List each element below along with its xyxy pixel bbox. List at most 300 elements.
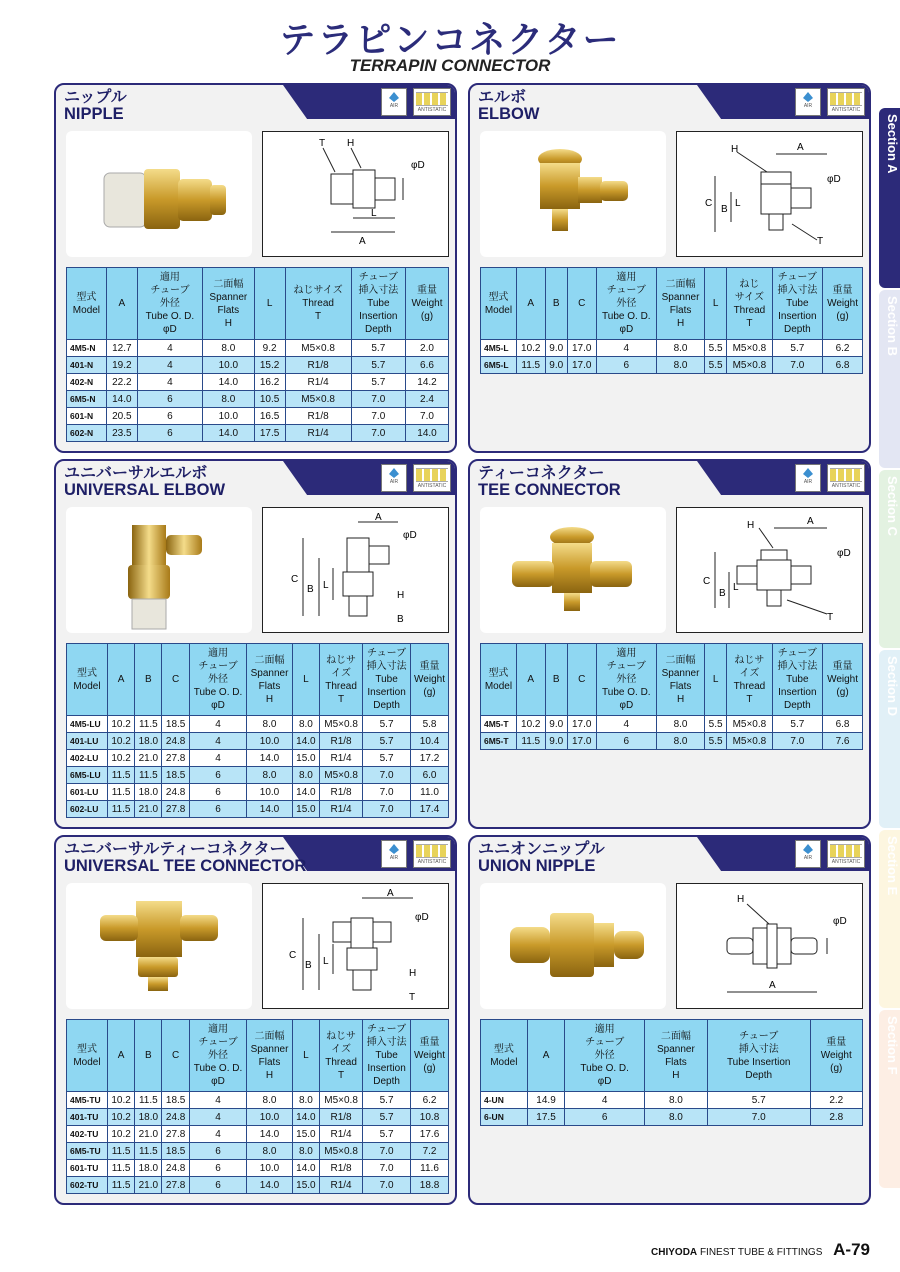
column-header: A xyxy=(516,268,545,340)
dim-d: φD xyxy=(833,916,847,927)
table-cell: 21.0 xyxy=(135,1126,162,1143)
universal-tee-photo-icon xyxy=(66,883,252,1009)
table-cell: 7.0 xyxy=(351,391,405,408)
table-row xyxy=(67,357,449,374)
product-title xyxy=(64,89,127,123)
product-photo xyxy=(66,883,252,1009)
column-header: チューブ 挿入寸法 Tube Insertion Depth xyxy=(707,1020,810,1092)
dim-h: H xyxy=(409,968,417,979)
column-header: 適用 チューブ 外径 Tube O. D. φD xyxy=(137,268,202,340)
table-cell: 11.5 xyxy=(135,767,162,784)
column-header: B xyxy=(135,1020,162,1092)
table-cell: 14.9 xyxy=(527,1092,565,1109)
table-cell: 14.2 xyxy=(406,374,449,391)
table-cell: 14.0 xyxy=(292,1109,319,1126)
table-header-row xyxy=(481,644,863,716)
page-title-en: TERRAPIN CONNECTOR xyxy=(349,56,551,75)
table-cell: 8.0 xyxy=(644,1092,707,1109)
title-jp: ティーコネクター xyxy=(478,465,605,482)
antistatic-icon xyxy=(830,468,862,482)
dimension-drawing xyxy=(676,507,863,633)
dim-l: L xyxy=(323,956,329,967)
table-cell: 7.6 xyxy=(823,733,863,750)
universal-tee-drawing-icon xyxy=(263,884,450,1010)
table-cell: 6.2 xyxy=(823,340,863,357)
section-tab-label: Section E xyxy=(885,836,900,896)
dim-t: T xyxy=(817,236,824,247)
tee-drawing-icon xyxy=(677,508,864,634)
column-header: A xyxy=(527,1020,565,1092)
table-cell: 16.2 xyxy=(254,374,285,391)
table-cell: 7.0 xyxy=(351,408,405,425)
section-tab-a[interactable] xyxy=(879,108,900,288)
model-cell: 6M5-LU xyxy=(67,767,108,784)
section-tab-b[interactable] xyxy=(879,290,900,468)
column-header: 型式 Model xyxy=(67,644,108,716)
table-cell: 17.0 xyxy=(567,716,596,733)
dimension-drawing xyxy=(262,131,449,257)
column-header: 重量 Weight (g) xyxy=(411,1020,449,1092)
footer-tagline: FINEST TUBE & FITTINGS xyxy=(699,1247,823,1258)
table-cell: 17.0 xyxy=(567,357,596,374)
dim-a: A xyxy=(769,980,776,991)
model-cell: 401-TU xyxy=(67,1109,108,1126)
title-en: TEE CONNECTOR xyxy=(478,481,621,499)
column-header: 二面幅 Spanner Flats H xyxy=(247,1020,293,1092)
model-cell: 6M5-N xyxy=(67,391,107,408)
table-cell: 17.0 xyxy=(567,340,596,357)
table-cell: 6.6 xyxy=(406,357,449,374)
spec-table xyxy=(480,267,863,374)
table-cell: 8.0 xyxy=(292,1092,319,1109)
dim-d: φD xyxy=(415,912,429,923)
model-cell: 4M5-TU xyxy=(67,1092,108,1109)
column-header: L xyxy=(705,268,727,340)
panel-header xyxy=(470,461,869,499)
table-cell: 18.0 xyxy=(135,733,162,750)
table-cell: 10.2 xyxy=(107,733,134,750)
column-header: 二面幅 Spanner Flats H xyxy=(203,268,255,340)
column-header: L xyxy=(705,644,727,716)
column-header: 適用 チューブ 外径 Tube O. D. φD xyxy=(596,268,657,340)
table-cell: 18.0 xyxy=(135,1109,162,1126)
panel-header xyxy=(56,461,455,499)
table-cell: 11.5 xyxy=(107,1143,134,1160)
table-cell: M5×0.8 xyxy=(727,716,772,733)
table-cell: 5.7 xyxy=(363,1109,411,1126)
elbow-panel xyxy=(468,83,871,453)
table-row xyxy=(481,1109,863,1126)
table-cell: 18.5 xyxy=(162,767,189,784)
column-header: 重量 Weight (g) xyxy=(406,268,449,340)
table-row xyxy=(67,733,449,750)
elbow-drawing-icon xyxy=(677,132,864,258)
table-cell: 10.2 xyxy=(516,716,545,733)
table-cell: 21.0 xyxy=(135,1177,162,1194)
section-tab-d[interactable] xyxy=(879,650,900,828)
table-cell: 18.8 xyxy=(411,1177,449,1194)
table-cell: 18.5 xyxy=(162,1092,189,1109)
table-cell: 15.0 xyxy=(292,1126,319,1143)
table-cell: 11.5 xyxy=(107,1177,134,1194)
table-cell: 5.7 xyxy=(351,374,405,391)
model-cell: 401-N xyxy=(67,357,107,374)
column-header: チューブ 挿入寸法 Tube Insertion Depth xyxy=(363,1020,411,1092)
table-cell: M5×0.8 xyxy=(285,340,351,357)
table-cell: 10.0 xyxy=(247,1160,293,1177)
section-tab-label: Section D xyxy=(885,656,900,716)
column-header: 適用 チューブ 外径 Tube O. D. φD xyxy=(189,1020,246,1092)
column-header: B xyxy=(545,268,567,340)
dimension-drawing xyxy=(262,507,449,633)
column-header: チューブ 挿入寸法 Tube Insertion Depth xyxy=(363,644,411,716)
table-cell: 8.0 xyxy=(247,767,293,784)
dim-h: H xyxy=(347,138,355,149)
table-row xyxy=(67,1143,449,1160)
dim-t: T xyxy=(319,138,326,149)
dim-l: L xyxy=(735,198,741,209)
table-cell: 10.4 xyxy=(411,733,449,750)
table-cell: 8.0 xyxy=(203,391,255,408)
badge-label: ANTISTATIC xyxy=(417,483,447,489)
title-jp: ニップル xyxy=(64,89,127,106)
air-icon xyxy=(389,468,399,478)
column-header: 重量 Weight (g) xyxy=(810,1020,862,1092)
table-cell: 5.5 xyxy=(705,357,727,374)
dim-b: B xyxy=(305,960,312,971)
column-header: A xyxy=(107,644,134,716)
section-tab-c[interactable] xyxy=(879,470,900,648)
table-cell: 5.5 xyxy=(705,733,727,750)
table-cell: 2.0 xyxy=(406,340,449,357)
antistatic-icon xyxy=(830,844,862,858)
column-header: チューブ 挿入寸法 Tube Insertion Depth xyxy=(772,644,823,716)
column-header: C xyxy=(162,1020,189,1092)
table-cell: R1/8 xyxy=(320,733,363,750)
table-cell: 2.8 xyxy=(810,1109,862,1126)
table-cell: 5.7 xyxy=(351,340,405,357)
table-cell: 4 xyxy=(189,1092,246,1109)
title-jp: エルボ xyxy=(478,89,527,106)
product-photo xyxy=(480,883,666,1009)
model-cell: 402-N xyxy=(67,374,107,391)
table-cell: 6 xyxy=(137,425,202,442)
nipple-drawing-icon xyxy=(263,132,450,258)
dim-l: L xyxy=(323,580,329,591)
table-cell: 10.0 xyxy=(247,733,293,750)
table-cell: 27.8 xyxy=(162,801,189,818)
column-header: ねじサ イズ Thread T xyxy=(727,644,772,716)
table-cell: 9.0 xyxy=(545,733,567,750)
section-tab-e[interactable] xyxy=(879,830,900,1008)
dim-t: T xyxy=(409,992,416,1003)
table-cell: 6.8 xyxy=(823,716,863,733)
table-cell: 6 xyxy=(189,801,246,818)
table-cell: 6 xyxy=(596,733,657,750)
table-cell: 17.4 xyxy=(411,801,449,818)
model-cell: 601-N xyxy=(67,408,107,425)
table-cell: 14.0 xyxy=(292,733,319,750)
title-jp: ユニバーサルエルボ xyxy=(64,465,208,482)
table-cell: 5.7 xyxy=(363,733,411,750)
spec-table xyxy=(66,267,449,442)
table-row xyxy=(67,1109,449,1126)
product-title xyxy=(64,841,306,875)
table-cell: 4 xyxy=(596,716,657,733)
table-cell: 11.5 xyxy=(516,733,545,750)
table-cell: 14.0 xyxy=(247,1177,293,1194)
table-cell: 4 xyxy=(189,1109,246,1126)
badge-label: AIR xyxy=(803,103,813,109)
dim-b: B xyxy=(721,204,728,215)
table-cell: 9.2 xyxy=(254,340,285,357)
column-header: 重量 Weight (g) xyxy=(411,644,449,716)
model-cell: 4M5-N xyxy=(67,340,107,357)
panel-header xyxy=(470,85,869,123)
tee-panel xyxy=(468,459,871,829)
table-row xyxy=(67,374,449,391)
table-cell: M5×0.8 xyxy=(727,733,772,750)
table-cell: 10.0 xyxy=(247,1109,293,1126)
table-header-row xyxy=(481,1020,863,1092)
table-cell: 10.2 xyxy=(107,750,134,767)
table-cell: 7.0 xyxy=(363,1143,411,1160)
table-cell: 24.8 xyxy=(162,784,189,801)
table-cell: 7.0 xyxy=(772,357,823,374)
universal-elbow-drawing-icon xyxy=(263,508,450,634)
table-cell: 14.0 xyxy=(406,425,449,442)
model-cell: 6M5-T xyxy=(481,733,517,750)
table-cell: R1/4 xyxy=(320,1126,363,1143)
table-cell: M5×0.8 xyxy=(320,716,363,733)
table-cell: 18.5 xyxy=(162,1143,189,1160)
table-cell: 10.0 xyxy=(203,408,255,425)
column-header: 型式 Model xyxy=(481,268,517,340)
table-cell: 4 xyxy=(189,716,246,733)
antistatic-icon xyxy=(416,468,448,482)
air-icon xyxy=(389,92,399,102)
column-header: 二面幅 Spanner Flats H xyxy=(657,644,705,716)
table-cell: 8.0 xyxy=(247,1143,293,1160)
section-tab-label: Section C xyxy=(885,476,900,536)
badge-label: ANTISTATIC xyxy=(417,107,447,113)
table-cell: 14.0 xyxy=(292,1160,319,1177)
badge-label: ANTISTATIC xyxy=(831,107,861,113)
air-badge xyxy=(381,88,407,116)
column-header: L xyxy=(254,268,285,340)
badge-label: ANTISTATIC xyxy=(417,859,447,865)
table-cell: 24.8 xyxy=(162,1160,189,1177)
table-cell: 8.0 xyxy=(203,340,255,357)
table-cell: 10.2 xyxy=(516,340,545,357)
table-cell: 8.0 xyxy=(657,340,705,357)
table-row xyxy=(67,408,449,425)
dim-c: C xyxy=(289,950,297,961)
table-cell: 6 xyxy=(189,1143,246,1160)
column-header: 二面幅 Spanner Flats H xyxy=(644,1020,707,1092)
table-cell: R1/4 xyxy=(320,750,363,767)
table-row xyxy=(67,1160,449,1177)
badge-label: AIR xyxy=(803,479,813,485)
table-cell: 8.0 xyxy=(292,1143,319,1160)
air-badge xyxy=(795,840,821,868)
table-cell: 10.2 xyxy=(107,716,134,733)
table-cell: 8.0 xyxy=(657,357,705,374)
table-header-row xyxy=(481,268,863,340)
table-row xyxy=(67,1177,449,1194)
table-cell: 4 xyxy=(596,340,657,357)
table-cell: R1/4 xyxy=(285,425,351,442)
table-cell: 14.0 xyxy=(106,391,137,408)
table-cell: 17.6 xyxy=(411,1126,449,1143)
air-badge xyxy=(795,464,821,492)
table-cell: 11.5 xyxy=(107,767,134,784)
dim-b: B xyxy=(719,588,726,599)
dim-h: H xyxy=(397,590,405,601)
column-header: C xyxy=(567,268,596,340)
union-nipple-photo-icon xyxy=(480,883,666,1009)
table-header-row xyxy=(67,1020,449,1092)
table-cell: 6 xyxy=(189,784,246,801)
table-row xyxy=(67,750,449,767)
model-cell: 602-LU xyxy=(67,801,108,818)
badge-label: AIR xyxy=(389,479,399,485)
dim-b2: B xyxy=(397,614,404,625)
table-cell: 18.0 xyxy=(135,784,162,801)
column-header: L xyxy=(292,644,319,716)
panel-header xyxy=(470,837,869,875)
table-cell: 9.0 xyxy=(545,357,567,374)
model-cell: 402-TU xyxy=(67,1126,108,1143)
table-cell: 16.5 xyxy=(254,408,285,425)
dim-d: φD xyxy=(403,530,417,541)
table-cell: 4 xyxy=(137,374,202,391)
table-cell: 10.2 xyxy=(107,1126,134,1143)
table-cell: 5.7 xyxy=(351,357,405,374)
table-cell: 21.0 xyxy=(135,750,162,767)
table-header-row xyxy=(67,644,449,716)
nipple-panel xyxy=(54,83,457,453)
air-icon xyxy=(803,844,813,854)
table-cell: 14.0 xyxy=(203,425,255,442)
dim-a: A xyxy=(375,512,382,523)
table-cell: M5×0.8 xyxy=(320,767,363,784)
dim-l: L xyxy=(371,208,377,219)
table-cell: 5.7 xyxy=(363,716,411,733)
table-cell: 18.0 xyxy=(135,1160,162,1177)
table-cell: 10.0 xyxy=(247,784,293,801)
column-header: 型式 Model xyxy=(481,1020,528,1092)
column-header: A xyxy=(107,1020,134,1092)
table-cell: 7.0 xyxy=(351,425,405,442)
model-cell: 601-LU xyxy=(67,784,108,801)
table-row xyxy=(67,784,449,801)
table-cell: M5×0.8 xyxy=(285,391,351,408)
table-cell: 11.5 xyxy=(135,1092,162,1109)
table-cell: R1/8 xyxy=(285,408,351,425)
column-header: 重量 Weight (g) xyxy=(823,644,863,716)
table-cell: 5.5 xyxy=(705,716,727,733)
table-cell: 10.2 xyxy=(107,1109,134,1126)
model-cell: 6M5-TU xyxy=(67,1143,108,1160)
dim-l: L xyxy=(733,582,739,593)
table-cell: 9.0 xyxy=(545,340,567,357)
table-cell: 12.7 xyxy=(106,340,137,357)
spec-table xyxy=(480,643,863,750)
badge-label: ANTISTATIC xyxy=(831,483,861,489)
column-header: ねじサ イズ Thread T xyxy=(320,644,363,716)
union-nipple-panel xyxy=(468,835,871,1205)
table-cell: 10.8 xyxy=(411,1109,449,1126)
table-cell: 22.2 xyxy=(106,374,137,391)
table-cell: 6.0 xyxy=(411,767,449,784)
air-badge xyxy=(795,88,821,116)
table-cell: 10.0 xyxy=(203,357,255,374)
table-cell: 5.8 xyxy=(411,716,449,733)
table-cell: 14.0 xyxy=(247,750,293,767)
table-cell: 27.8 xyxy=(162,750,189,767)
column-header: 型式 Model xyxy=(481,644,517,716)
product-title xyxy=(64,465,225,499)
dim-a: A xyxy=(359,236,366,247)
section-tab-f[interactable] xyxy=(879,1010,900,1188)
model-cell: 4-UN xyxy=(481,1092,528,1109)
table-cell: 10.5 xyxy=(254,391,285,408)
table-cell: 5.7 xyxy=(772,716,823,733)
elbow-photo-icon xyxy=(480,131,666,257)
column-header: A xyxy=(106,268,137,340)
column-header: C xyxy=(567,644,596,716)
table-cell: 11.6 xyxy=(411,1160,449,1177)
title-en: ELBOW xyxy=(478,105,540,123)
section-tab-label: Section A xyxy=(885,114,900,174)
table-cell: 15.0 xyxy=(292,750,319,767)
dim-t: T xyxy=(827,612,834,623)
table-cell: 6 xyxy=(596,357,657,374)
table-cell: 23.5 xyxy=(106,425,137,442)
section-tab-label: Section B xyxy=(885,296,900,356)
dim-b: B xyxy=(307,584,314,595)
table-cell: 15.2 xyxy=(254,357,285,374)
dim-a: A xyxy=(807,516,814,527)
table-row xyxy=(481,716,863,733)
table-row xyxy=(481,357,863,374)
table-cell: 4 xyxy=(137,357,202,374)
column-header: 二面幅 Spanner Flats H xyxy=(247,644,293,716)
spec-table xyxy=(66,1019,449,1194)
table-cell: M5×0.8 xyxy=(727,340,772,357)
table-cell: 4 xyxy=(565,1092,645,1109)
title-en: NIPPLE xyxy=(64,105,124,123)
air-icon xyxy=(803,92,813,102)
table-row xyxy=(67,1092,449,1109)
universal-tee-panel xyxy=(54,835,457,1205)
dim-c: C xyxy=(705,198,713,209)
table-cell: 7.0 xyxy=(363,801,411,818)
table-cell: 5.7 xyxy=(707,1092,810,1109)
table-cell: 6.8 xyxy=(823,357,863,374)
model-cell: 4M5-L xyxy=(481,340,517,357)
column-header: C xyxy=(162,644,189,716)
product-photo xyxy=(480,131,666,257)
table-cell: 6 xyxy=(189,1160,246,1177)
table-cell: 24.8 xyxy=(162,733,189,750)
table-cell: 7.2 xyxy=(411,1143,449,1160)
table-row xyxy=(67,767,449,784)
universal-elbow-panel xyxy=(54,459,457,829)
universal-elbow-photo-icon xyxy=(66,507,252,633)
table-cell: 24.8 xyxy=(162,1109,189,1126)
